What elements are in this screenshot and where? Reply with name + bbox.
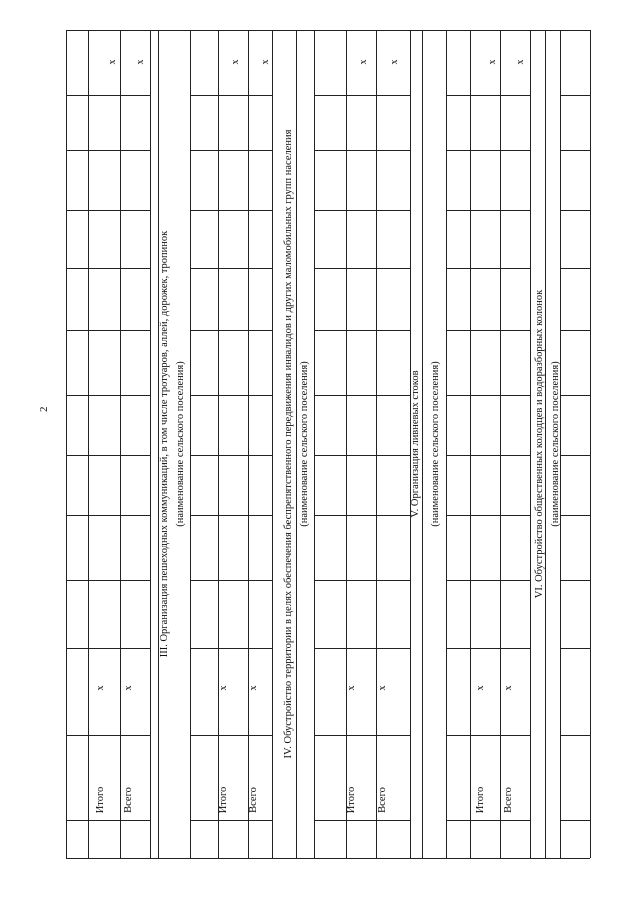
table-cell-rule <box>560 268 590 269</box>
table-cell-rule <box>66 648 88 649</box>
table-rule <box>150 30 151 858</box>
section-vi-title: VI. Обустройство общественных колодцев и водоразборных колонок <box>533 289 545 599</box>
table-rule <box>530 30 531 858</box>
table-rule <box>314 30 315 858</box>
table-cell-rule <box>314 820 410 821</box>
table-cell-rule <box>66 95 88 96</box>
x-mark: x <box>515 59 526 65</box>
x-mark: x <box>389 59 400 65</box>
table-cell-rule <box>190 95 272 96</box>
section-vi-caption: (наименование сельского поселения) <box>549 361 561 527</box>
table-cell-rule <box>314 648 410 649</box>
table-cell-rule <box>66 330 88 331</box>
section-iv-title: IV. Обустройство территории в целях обеспечения беспрепятственного передвижения инвалидов и других маломобильных групп населения <box>282 129 294 759</box>
table-rule <box>296 30 297 858</box>
table-cell-rule <box>88 515 150 516</box>
section-iv-caption: (наименование сельского поселения) <box>298 361 310 527</box>
table-border-bottom <box>66 858 590 859</box>
table-cell-rule <box>66 735 88 736</box>
total-label-itogo: Итого <box>345 786 357 814</box>
table-cell-rule <box>314 580 410 581</box>
table-cell-rule <box>560 395 590 396</box>
table-cell-rule <box>446 330 530 331</box>
table-cell-rule <box>446 150 530 151</box>
x-mark: x <box>260 59 271 65</box>
table-cell-rule <box>88 95 150 96</box>
table-cell-rule <box>560 95 590 96</box>
section-v-caption: (наименование сельского поселения) <box>429 361 441 527</box>
table-rule <box>376 30 377 858</box>
table-border-top <box>66 30 590 31</box>
x-mark: x <box>230 59 241 65</box>
x-mark: x <box>346 685 357 691</box>
x-mark: x <box>377 685 388 691</box>
table-cell-rule <box>190 395 272 396</box>
table-cell-rule <box>314 515 410 516</box>
table-cell-rule <box>190 820 272 821</box>
table-cell-rule <box>314 395 410 396</box>
table-cell-rule <box>314 455 410 456</box>
total-label-vsego: Всего <box>502 787 514 813</box>
table-cell-rule <box>66 268 88 269</box>
total-label-vsego: Всего <box>247 787 259 813</box>
table-cell-rule <box>314 268 410 269</box>
total-label-vsego: Всего <box>376 787 388 813</box>
table-rule <box>248 30 249 858</box>
table-cell-rule <box>88 210 150 211</box>
table-rule <box>422 30 423 858</box>
table-cell-rule <box>446 820 530 821</box>
table-cell-rule <box>446 268 530 269</box>
x-mark: x <box>123 685 134 691</box>
x-mark: x <box>475 685 486 691</box>
x-mark: x <box>135 59 146 65</box>
table-cell-rule <box>66 455 88 456</box>
table-cell-rule <box>66 515 88 516</box>
table-cell-rule <box>88 820 150 821</box>
x-mark: x <box>503 685 514 691</box>
table-cell-rule <box>190 735 272 736</box>
table-cell-rule <box>190 330 272 331</box>
table-cell-rule <box>88 150 150 151</box>
table-cell-rule <box>190 580 272 581</box>
x-mark: x <box>218 685 229 691</box>
total-label-itogo: Итого <box>474 786 486 814</box>
table-cell-rule <box>314 330 410 331</box>
table-cell-rule <box>314 735 410 736</box>
table-cell-rule <box>560 515 590 516</box>
table-cell-rule <box>66 820 88 821</box>
table-cell-rule <box>446 735 530 736</box>
table-rule <box>470 30 471 858</box>
total-label-itogo: Итого <box>94 786 106 814</box>
table-cell-rule <box>88 395 150 396</box>
table-rule <box>346 30 347 858</box>
table-cell-rule <box>66 210 88 211</box>
table-cell-rule <box>66 395 88 396</box>
table-cell-rule <box>88 648 150 649</box>
table-cell-rule <box>190 268 272 269</box>
table-cell-rule <box>66 580 88 581</box>
table-border-left <box>66 30 67 858</box>
x-mark: x <box>358 59 369 65</box>
table-cell-rule <box>446 210 530 211</box>
table-cell-rule <box>560 210 590 211</box>
total-label-itogo: Итого <box>217 786 229 814</box>
table-cell-rule <box>314 210 410 211</box>
table-cell-rule <box>190 455 272 456</box>
table-cell-rule <box>560 820 590 821</box>
table-cell-rule <box>88 580 150 581</box>
table-rule <box>88 30 89 858</box>
table-cell-rule <box>446 515 530 516</box>
table-cell-rule <box>190 648 272 649</box>
x-mark: x <box>107 59 118 65</box>
x-mark: x <box>248 685 259 691</box>
table-cell-rule <box>446 580 530 581</box>
table-cell-rule <box>560 580 590 581</box>
page-number: 2 <box>38 406 50 412</box>
table-border-right <box>590 30 591 858</box>
table-cell-rule <box>88 455 150 456</box>
table-rule <box>446 30 447 858</box>
table-cell-rule <box>560 648 590 649</box>
table-cell-rule <box>88 735 150 736</box>
table-rule <box>272 30 273 858</box>
table-cell-rule <box>314 150 410 151</box>
table-rule <box>218 30 219 858</box>
section-iii-title: III. Организация пешеходных коммуникаций, в том числе тротуаров, аллей, дорожек, тропинок <box>158 230 170 658</box>
table-rule <box>190 30 191 858</box>
x-mark: x <box>95 685 106 691</box>
table-cell-rule <box>190 150 272 151</box>
table-cell-rule <box>190 515 272 516</box>
section-v-title: V. Организация ливневых стоков <box>409 370 421 518</box>
table-cell-rule <box>88 268 150 269</box>
table-cell-rule <box>560 150 590 151</box>
table-cell-rule <box>560 330 590 331</box>
table-cell-rule <box>446 648 530 649</box>
table-cell-rule <box>66 150 88 151</box>
table-cell-rule <box>314 95 410 96</box>
table-rule <box>500 30 501 858</box>
table-rule <box>120 30 121 858</box>
table-cell-rule <box>446 395 530 396</box>
table-cell-rule <box>560 735 590 736</box>
table-cell-rule <box>190 210 272 211</box>
total-label-vsego: Всего <box>122 787 134 813</box>
x-mark: x <box>487 59 498 65</box>
section-iii-caption: (наименование сельского поселения) <box>174 361 186 527</box>
table-cell-rule <box>560 455 590 456</box>
table-cell-rule <box>88 330 150 331</box>
table-cell-rule <box>446 95 530 96</box>
table-cell-rule <box>446 455 530 456</box>
